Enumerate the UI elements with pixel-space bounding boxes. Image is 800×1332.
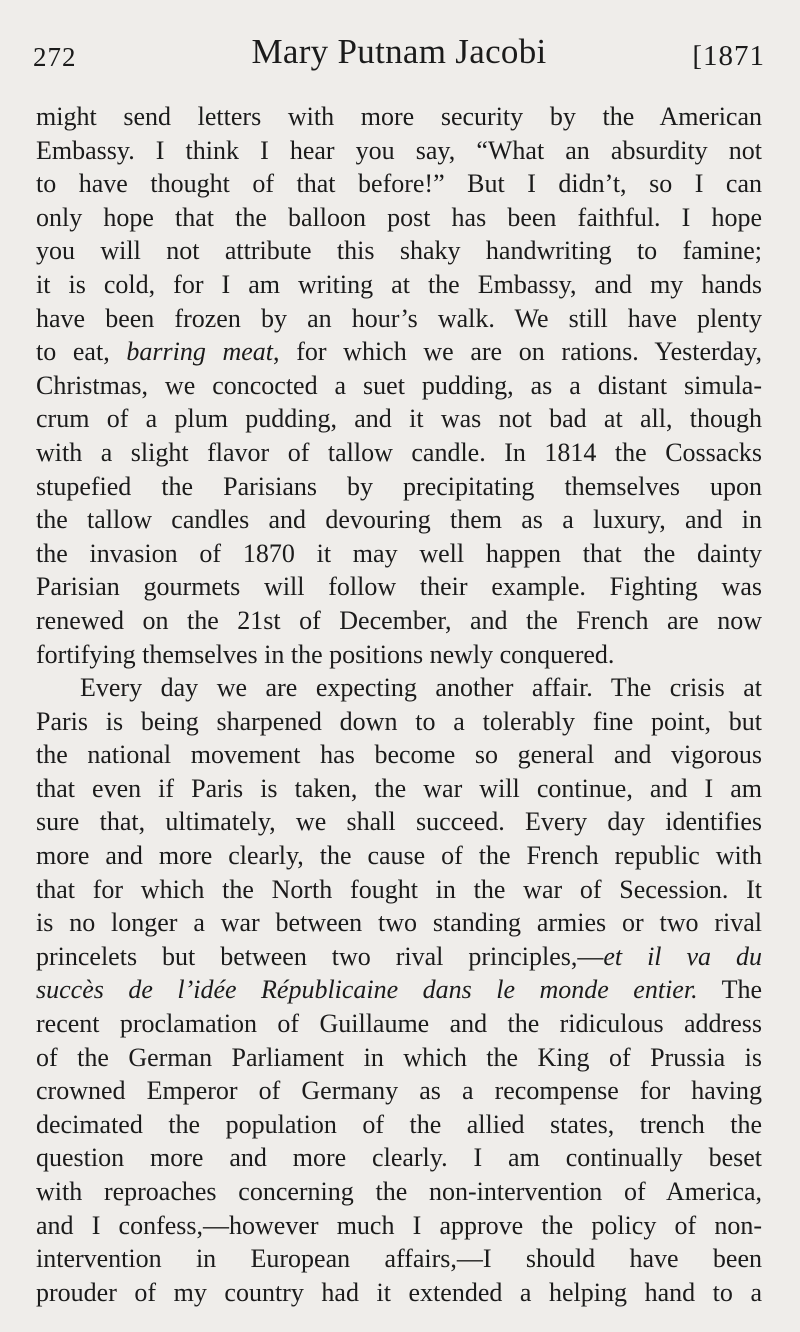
italic-text: et il va du [603,941,762,971]
running-title: Mary Putnam Jacobi [251,32,547,71]
text-line [36,973,762,1007]
text-line: the invasion of 1870 it may well happen that the dainty [36,538,762,568]
text-line: Paris is being sharpened down to a tolerably fine point, but [36,706,762,736]
body-text [36,100,762,1309]
running-year: [1871 [692,40,765,72]
text-line: it is cold, for I am writing at the Embassy, and my hands [36,269,762,299]
text-line: Every day we are expecting another affair. The crisis at [80,673,762,703]
italic-text: barring meat [126,337,274,367]
text-line: crum of a plum pudding, and it was not bad at all, though [36,404,762,434]
italic-text: succès de l’idée Républicaine dans le monde entier. [36,975,698,1005]
text-line: the tallow candles and devouring them as a luxury, and in [36,505,762,535]
page-number: 272 [33,42,77,72]
text-segment: princelets but between two rival principles,— [36,941,604,971]
text-line: fortifying themselves in the positions newly conquered. [36,639,615,669]
text-line: the national movement has become so general and vigorous [36,740,762,770]
text-line: renewed on the 21st of December, and the French are now [36,605,762,635]
text-line: might send letters with more security by the American [36,102,762,131]
text-line: with reproaches concerning the non-intervention of America, [36,1177,762,1206]
text-line: have been frozen by an hour’s walk. We still have plenty [36,303,762,333]
text-line [36,940,762,974]
running-head [33,30,765,76]
text-line: you will not attribute this shaky handwriting to famine; [36,236,762,266]
text-line: prouder of my country had it extended a helping hand to a [36,1277,762,1307]
text-line: that even if Paris is taken, the war will continue, and I am [36,773,762,803]
text-segment: , for which we are on rations. Yesterday, [273,337,762,367]
text-segment: to eat, [36,337,127,367]
text-line: only hope that the balloon post has been faithful. I hope [36,202,762,232]
text-line: question more and more clearly. I am continually beset [36,1143,762,1173]
text-line: and I confess,—however much I approve the policy of non- [36,1210,762,1240]
text-line: to have thought of that before!” But I didn’t, so I can [36,169,762,199]
text-line: decimated the population of the allied states, trench the [36,1109,762,1139]
text-line: Christmas, we concocted a suet pudding, as a distant simula- [36,370,762,400]
text-line: is no longer a war between two standing armies or two rival [36,908,762,938]
text-line: crowned Emperor of Germany as a recompense for having [36,1076,762,1106]
text-line: recent proclamation of Guillaume and the ridiculous address [36,1009,762,1039]
text-line: more and more clearly, the cause of the French republic with [36,841,762,871]
text-line: that for which the North fought in the war of Secession. It [36,874,762,904]
text-line: Parisian gourmets will follow their example. Fighting was [36,572,762,602]
text-line: Embassy. I think I hear you say, “What an absurdity not [36,135,762,165]
text-line: sure that, ultimately, we shall succeed. Every day identifies [36,807,762,837]
text-line [36,335,762,369]
text-line: intervention in European affairs,—I should have been [36,1244,762,1274]
text-line: of the German Parliament in which the King of Prussia is [36,1042,762,1072]
text-segment: The [697,975,763,1005]
text-line: with a slight flavor of tallow candle. In 1814 the Cossacks [36,437,762,467]
text-line: stupefied the Parisians by precipitating themselves upon [36,471,762,501]
